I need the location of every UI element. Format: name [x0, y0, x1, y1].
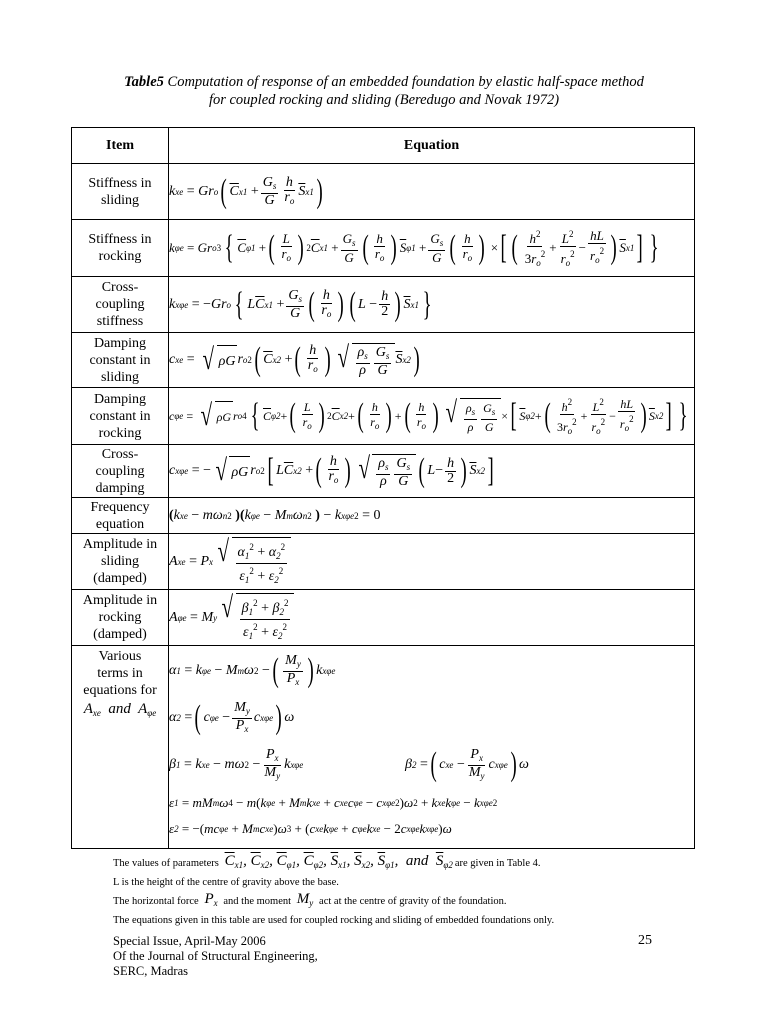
- item-cell: [72, 333, 169, 388]
- table-row: [72, 333, 695, 388]
- caption-line-2: for coupled rocking and sliding (Beredugo and Novak 1972): [208, 92, 560, 108]
- item-cell: [72, 388, 169, 445]
- header-equation: Equation: [169, 128, 695, 164]
- equation-stiffness-rocking: k φe = Gr o 3 { $\overline{C}$ φ1 + ( L $r_o$ ) 2 $\overline{C}$ x1 + $G_s$ G ( h $r_o$ ) $\overline{S}$ φ1 + $G_s$ G ( h $r_o$ ) × [ ( $h^2$ $3r_o^2$ + $L^2$ $r_o^2$ − hL $r_o^2$ ) $\overline{S}$ x1 ] }: [169, 228, 659, 268]
- item-cell: [72, 590, 169, 646]
- item-cell: [72, 646, 169, 849]
- equation-cell: [169, 590, 695, 646]
- item-line: terms in: [97, 666, 143, 681]
- item-line: damping: [95, 480, 145, 496]
- item-cell: [72, 498, 169, 534]
- equation-cross-stiffness: k xφe = − Gr o { L $\overline{C}$ x1 + $G_s$ G ( h $r_o$ ) ( L − h 2 ) $\overline{S}$ x1 }: [169, 285, 432, 323]
- item-line: rocking: [98, 610, 142, 625]
- table-row: [72, 498, 695, 534]
- equation-alpha2: α 2 = ( c φe − $M_y$ $P_x$ c xφe ) ω: [169, 699, 295, 736]
- table-header-row: [72, 128, 695, 164]
- header-item: Item: [72, 128, 169, 164]
- table-notes: [113, 854, 673, 930]
- equation-table: [71, 127, 695, 849]
- item-line: (damped): [93, 627, 147, 642]
- note-symbol-px: $P_x$: [200, 891, 218, 908]
- equation-cell: [169, 333, 695, 388]
- item-line: Cross-: [101, 280, 139, 295]
- footer: [113, 934, 318, 979]
- item-line: Stiffness in: [88, 232, 152, 247]
- note-scope: The equations given in this table are used for coupled rocking and sliding of embedded foundations only.: [113, 915, 555, 926]
- note-height: L is the height of the centre of gravity above the base.: [113, 877, 339, 888]
- equation-cell: [169, 646, 695, 849]
- equation-cell: [169, 388, 695, 445]
- item-line: rocking: [98, 425, 142, 441]
- item-cell: [72, 220, 169, 277]
- table-row: [72, 534, 695, 590]
- footer-line: SERC, Madras: [113, 964, 188, 978]
- item-line: coupling: [95, 463, 145, 479]
- item-line: Various: [98, 649, 142, 664]
- equation-alpha1: α 1 = k φe − M m ω 2 − ( $M_y$ $P_x$ ) k xφe: [169, 652, 336, 689]
- table-row: [72, 388, 695, 445]
- item-line: rocking: [98, 249, 142, 264]
- table-row: [72, 646, 695, 849]
- equation-cell: [169, 445, 695, 498]
- page-number: 25: [638, 933, 652, 948]
- table-row: [72, 445, 695, 498]
- note-parameters: [113, 854, 673, 873]
- item-line: Cross-: [101, 446, 139, 462]
- item-line: Damping: [93, 391, 147, 407]
- equation-cell: [169, 534, 695, 590]
- item-line: constant in: [89, 408, 151, 424]
- item-line: coupling: [95, 297, 145, 312]
- footer-line: Special Issue, April-May 2006: [113, 934, 266, 948]
- equation-frequency: ( k xe − mω n 2 )( k φe − M m ω n 2 ) − k xφe 2 = 0: [169, 507, 381, 523]
- item-line: Frequency: [90, 499, 150, 515]
- equation-cell: [169, 164, 695, 220]
- equation-damping-sliding: c xe = √ ρG r o 2 ( $\overline{C}$ x2 + ( h $r_o$ ) √ $\rho_s$ ρ $G_s$ G $\overline{S}$ x2 ): [169, 340, 420, 378]
- item-line: (damped): [93, 571, 147, 586]
- table-row: [72, 590, 695, 646]
- table-caption: [60, 73, 708, 109]
- note-text: are given in Table 4.: [454, 858, 541, 869]
- item-line: sliding: [100, 369, 140, 385]
- equation-cell: [169, 220, 695, 277]
- note-text: The horizontal force: [113, 896, 199, 907]
- equation-amplitude-rocking: A φe = M y √ $\beta_1^2 + \beta_2^2$ $\varepsilon_1^2 + \varepsilon_2^2$: [169, 593, 694, 643]
- item-line: equations for: [83, 683, 157, 698]
- equation-cell: [169, 498, 695, 534]
- item-cell: [72, 277, 169, 333]
- item-line: constant in: [89, 352, 151, 368]
- footer-line: Of the Journal of Structural Engineering,: [113, 949, 318, 963]
- various-symbols: $A_{xe}$ and $A_{\varphi e}$: [83, 701, 157, 718]
- equation-cross-damping: c xφe = − √ ρG r o 2 [ L $\overline{C}$ x2 + ( h $r_o$ ) √ $\rho_s$ ρ $G_s$ G ( L − h 2 ) $\overline{S}$ x2 ]: [169, 451, 494, 489]
- equation-cell: [169, 277, 695, 333]
- table-row: [72, 277, 695, 333]
- item-line: Amplitude in: [82, 593, 158, 608]
- equation-beta: β 1 = k xe − mω 2 − $P_x$ $M_y$ k xφe β 2 = ( c xe − $P_x$ $M_y$ c xφe ) ω: [169, 746, 529, 783]
- equation-damping-rocking: c φe = √ ρG r o 4 { $\overline{C}$ φ2 + ( L $r_o$ ) 2 $\overline{C}$ x2 + ( h $r_o$ ) + ( h $r_o$ ) √ $\rho_s$ ρ $G_s$ G × [ $\overline{S}$ φ2 + ( $h^2$ $3r_o^2$ + $L^2$ $r_o^2$ − hL $r_o^2$ ) $\overline{S}$ x2 ] }: [169, 396, 688, 436]
- note-text: and the moment: [223, 896, 292, 907]
- item-cell: [72, 445, 169, 498]
- item-line: Amplitude in: [82, 537, 158, 552]
- caption-line-1: Computation of response of an embedded foundation by elastic half-space method: [163, 74, 644, 90]
- item-line: Damping: [93, 335, 147, 351]
- item-line: Stiffness in: [88, 175, 152, 191]
- table-row: [72, 164, 695, 220]
- note-text: The values of parameters: [113, 858, 219, 869]
- equation-stiffness-sliding: k xe = Gr o ( $\overline{C}$ x1 + $G_s$ G h $r_o$ $\overline{S}$ x1 ): [169, 172, 323, 210]
- table-row: [72, 220, 695, 277]
- item-line: sliding: [100, 192, 140, 208]
- note-params-symbols: $\overline{C}_{x1}$, $\overline{C}_{x2}$, $\overline{C}_{\varphi 1}$, $\overline{C}_{\varphi 2}$, $\overline{S}_{x1}$, $\overline{S}_{x2}$, $\overline{S}_{\varphi 1}$, and $\overline{S}_{\varphi 2}$: [224, 853, 453, 870]
- item-cell: [72, 164, 169, 220]
- note-text: act at the centre of gravity of the foundation.: [319, 896, 507, 907]
- equation-amplitude-sliding: A xe = P x √ $\alpha_1^2 + \alpha_2^2$ $\varepsilon_1^2 + \varepsilon_2^2$: [169, 537, 694, 587]
- item-line: stiffness: [96, 314, 144, 329]
- table-label: Table5: [124, 74, 164, 90]
- item-cell: [72, 534, 169, 590]
- equation-epsilon2: ε 2 = −( mc φe + M m c xe ) ω 3 + ( c xe k φe + c φe k xe − 2 c xφe k xφe ) ω: [169, 821, 452, 836]
- note-symbol-my: $M_y$: [293, 891, 314, 908]
- equation-epsilon1: ε 1 = mM m ω 4 − m ( k φe + M m k xe + c xe c φe − c xφe 2 ) ω 2 + k xe k φe − k xφe 2: [169, 795, 498, 810]
- note-force: [113, 892, 673, 911]
- item-line: equation: [95, 516, 145, 532]
- item-line: sliding: [100, 554, 140, 569]
